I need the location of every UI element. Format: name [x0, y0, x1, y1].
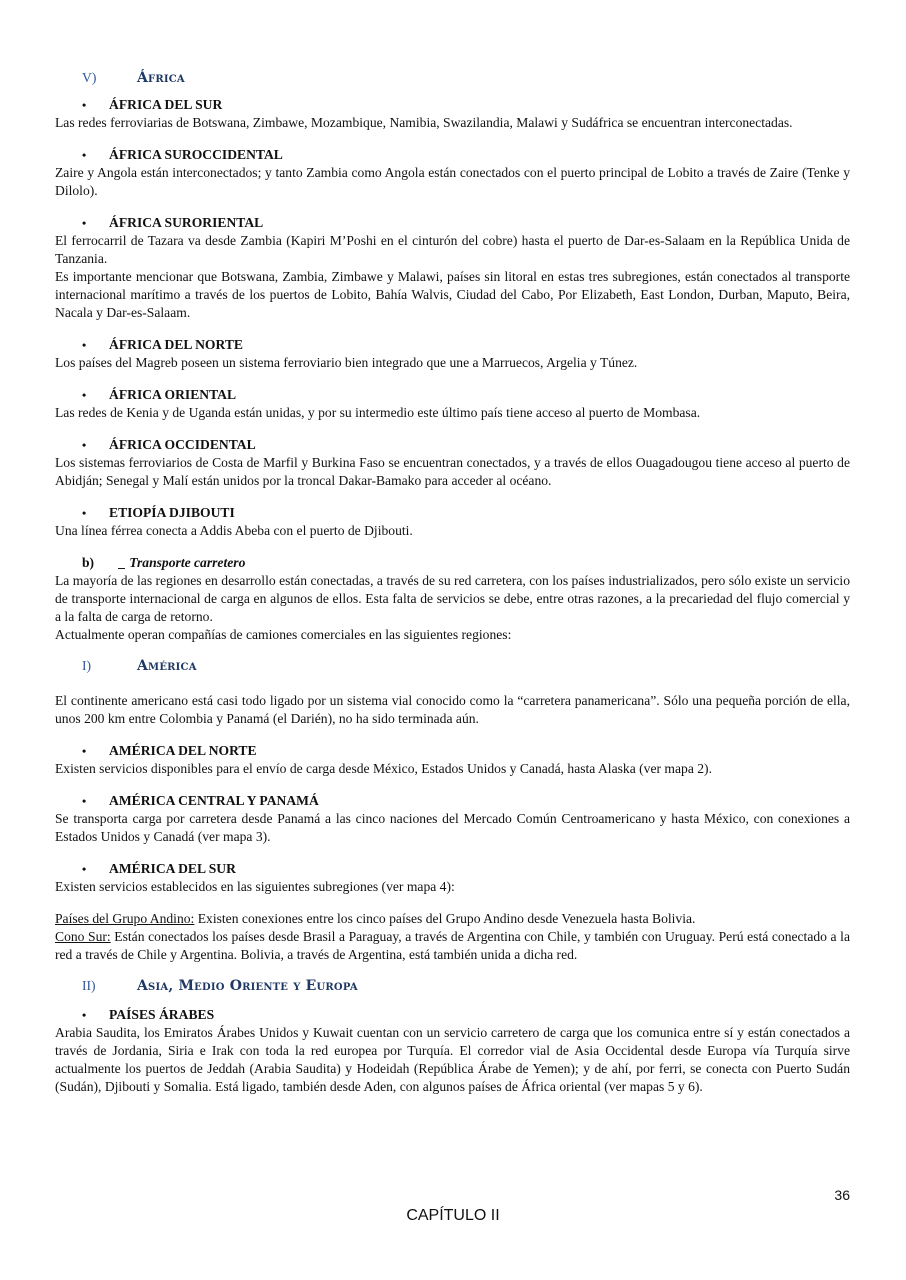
section-title: América	[137, 658, 197, 674]
section-heading-america	[55, 658, 850, 674]
bullet-icon: •	[82, 98, 87, 112]
paragraph: Se transporta carga por carretera desde Panamá a las cinco naciones del Mercado Común Centroamericano y hasta México, con conexiones a Estados Unidos y Canadá (ver mapa 3).	[55, 811, 850, 844]
bullet-icon: •	[82, 438, 87, 452]
paragraph: Existen servicios establecidos en las siguientes subregiones (ver mapa 4):	[55, 879, 455, 894]
subregion-title: ÁFRICA SURORIENTAL	[109, 215, 264, 230]
page-content	[55, 70, 850, 1096]
subregion-heading	[55, 96, 850, 114]
subregion-heading	[55, 336, 850, 354]
subsection-heading-road	[55, 554, 850, 572]
subsection-letter: b)	[82, 555, 95, 570]
bullet-icon: •	[82, 216, 87, 230]
paragraph: El continente americano está casi todo ligado por un sistema vial conocido como la “carretera panamericana”. Sólo una pequeña porción de ella, unos 200 km entre Colombia y Panamá (el Darién), no ha sido terminada aún.	[55, 693, 850, 726]
subregion-title: ÁFRICA DEL SUR	[109, 97, 223, 112]
bullet-icon: •	[82, 148, 87, 162]
subregion-title: AMÉRICA DEL SUR	[109, 861, 236, 876]
subregion-heading	[55, 146, 850, 164]
section-heading-africa	[55, 70, 850, 86]
paragraph: El ferrocarril de Tazara va desde Zambia (Kapiri M’Poshi en el cinturón del cobre) hasta el puerto de Dar-es-Salaam en la República Unida de Tanzania.	[55, 233, 850, 266]
subregion-heading	[55, 214, 850, 232]
subregion-title: PAÍSES ÁRABES	[109, 1007, 215, 1022]
paragraph-cono-sur	[55, 928, 850, 964]
paragraph: Los sistemas ferroviarios de Costa de Marfil y Burkina Faso se encuentran conectados, y a través de ellos Ouagadougou tiene acceso al puerto de Abidján; Senegal y Malí están unidos por la troncal Dakar-Bamako para acceder al océano.	[55, 455, 850, 488]
bullet-icon: •	[82, 862, 87, 876]
section-heading-asia	[55, 978, 850, 994]
paragraph: Las redes de Kenia y de Uganda están unidas, y por su intermedio este último país tiene acceso al puerto de Mombasa.	[55, 405, 701, 420]
section-number: I)	[82, 658, 92, 673]
bullet-icon: •	[82, 744, 87, 758]
paragraph: Actualmente operan compañías de camiones comerciales en las siguientes regiones:	[55, 627, 512, 642]
paragraph: Una línea férrea conecta a Addis Abeba con el puerto de Djibouti.	[55, 523, 413, 538]
section-number: II)	[82, 978, 96, 993]
page-number: 36	[834, 1187, 850, 1203]
chapter-footer: CAPÍTULO II	[406, 1207, 500, 1224]
subregion-title: ÁFRICA ORIENTAL	[109, 387, 237, 402]
bullet-icon: •	[82, 1008, 87, 1022]
andino-text: Existen conexiones entre los cinco países del Grupo Andino desde Venezuela hasta Bolivia.	[194, 911, 696, 926]
subregion-heading	[55, 860, 850, 878]
paragraph: Es importante mencionar que Botswana, Zambia, Zimbawe y Malawi, países sin litoral en estas tres subregiones, están conectados al transporte internacional marítimo a través de los puertos de Lobito, Bahía Walvis, Ciudad del Cabo, Por Elizabeth, East London, Durban, Maputo, Beira, Nacala y Dar-es-Salaam.	[55, 269, 850, 320]
paragraph: Las redes ferroviarias de Botswana, Zimbawe, Mozambique, Namibia, Swazilandia, Malawi y Sudáfrica se encuentran interconectadas.	[55, 115, 793, 130]
subregion-title: AMÉRICA DEL NORTE	[109, 743, 257, 758]
subregion-heading	[55, 386, 850, 404]
bullet-icon: •	[82, 794, 87, 808]
subregion-title: ÁFRICA OCCIDENTAL	[109, 437, 256, 452]
subregion-title: ÁFRICA DEL NORTE	[109, 337, 243, 352]
cono-label: Cono Sur:	[55, 929, 111, 944]
subregion-heading	[55, 742, 850, 760]
subregion-title: ÁFRICA SUROCCIDENTAL	[109, 147, 283, 162]
paragraph: Zaire y Angola están interconectados; y tanto Zambia como Angola están conectados con el puerto principal de Lobito a través de Zaire (Tenke y Dilolo).	[55, 165, 850, 198]
subregion-heading	[55, 504, 850, 522]
paragraph: Arabia Saudita, los Emiratos Árabes Unidos y Kuwait cuentan con un servicio carretero de carga que los comunica entre sí y están conectados a través de Jordania, Siria e Irak con toda la red europea por Turquía. El corredor vial de Asia Occidental desde Europa vía Turquía sirve actualmente los puertos de Jeddah (Arabia Saudita) y Hodeidah (República Árabe de Yemen); y de ahí, por ferri, se conecta con Puerto Sudán (Sudán), Djibouti y Somalia. Está ligado, también desde Aden, con algunos países de África oriental (ver mapas 5 y 6).	[55, 1025, 850, 1094]
paragraph-andino	[55, 910, 850, 928]
paragraph: Existen servicios disponibles para el envío de carga desde México, Estados Unidos y Canadá, hasta Alaska (ver mapa 2).	[55, 761, 712, 776]
subregion-title: ETIOPÍA DJIBOUTI	[109, 505, 235, 520]
bullet-icon: •	[82, 338, 87, 352]
andino-label: Países del Grupo Andino:	[55, 911, 195, 926]
bullet-icon: •	[82, 506, 87, 520]
section-title: África	[137, 70, 185, 86]
section-number: V)	[82, 70, 97, 85]
bullet-icon: •	[82, 388, 87, 402]
paragraph: Los países del Magreb poseen un sistema ferroviario bien integrado que une a Marruecos, Argelia y Túnez.	[55, 355, 638, 370]
subregion-title: AMÉRICA CENTRAL Y PANAMÁ	[109, 793, 319, 808]
subregion-heading	[55, 436, 850, 454]
subregion-heading	[55, 792, 850, 810]
cono-text: Están conectados los países desde Brasil a Paraguay, a través de Argentina con Chile, y también con Uruguay. Perú está conectado a la red a través de Chile y Argentina. Bolivia, a través de Argentina, está también unida a dicha red.	[55, 929, 850, 962]
paragraph: La mayoría de las regiones en desarrollo están conectadas, a través de su red carretera, con los países industrializados, pero sólo existe un servicio de transporte internacional de carga en algunos de ellos. Esta falta de servicios se debe, entre otras razones, a la precariedad del flujo comercial y a la falta de carga de retorno.	[55, 573, 850, 624]
section-title: Asia, Medio Oriente y Europa	[137, 978, 358, 994]
subsection-title: _ Transporte carretero	[119, 555, 246, 570]
subregion-heading	[55, 1006, 850, 1024]
